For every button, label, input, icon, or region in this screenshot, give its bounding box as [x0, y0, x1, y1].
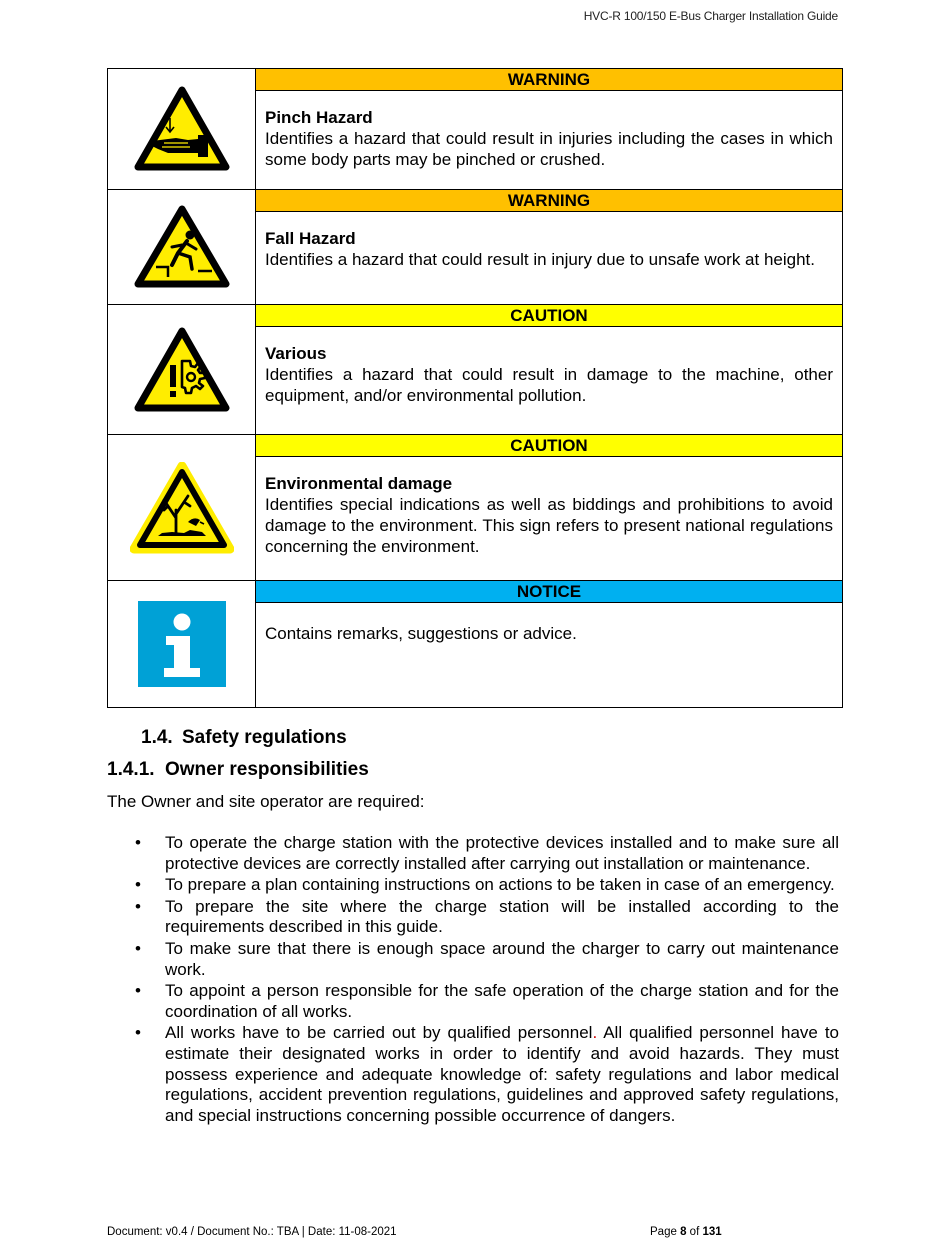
subsection-number: 1.4.1. [107, 759, 155, 780]
subsection-title: Owner responsibilities [165, 759, 369, 780]
hazard-icon-cell [108, 581, 256, 708]
signal-word-caution: CAUTION [256, 305, 842, 327]
hazard-icon-cell [108, 69, 256, 190]
list-item-text: To appoint a person responsible for the safe operation of the charge station and for the coordination of all works. [165, 981, 839, 1021]
hazard-title: Various [265, 344, 327, 363]
hazard-description: Identifies a hazard that could result in damage to the machine, other equipment, and/or environmental pollution. [265, 365, 833, 405]
list-item-text: To operate the charge station with the protective devices installed and to make sure all protective devices are correctly installed after carrying out installation or maintenance. [165, 833, 839, 873]
bullet-dot: • [135, 833, 141, 852]
section-number: 1.4. [141, 727, 173, 748]
list-item-text: To prepare the site where the charge station will be installed according to the requirements described in this guide. [165, 896, 839, 937]
fall-hazard-icon [134, 205, 230, 289]
list-item-text: To prepare a plan containing instructions on actions to be taken in case of an emergency. [165, 875, 835, 895]
hazard-description: Identifies a hazard that could result in injury due to unsafe work at height. [265, 250, 815, 269]
list-item [107, 875, 839, 896]
bullet-dot: • [135, 875, 141, 895]
hazard-title: Pinch Hazard [265, 108, 373, 127]
bullet-dot: • [135, 981, 141, 1001]
hazard-text-cell [256, 69, 843, 190]
signal-word-warning: WARNING [256, 190, 842, 212]
footer-document-info: Document: v0.4 / Document No.: TBA | Date: 11-08-2021 [107, 1226, 397, 1238]
hazard-text-cell [256, 305, 843, 435]
hazard-text-cell [256, 435, 843, 581]
hazard-row [108, 190, 843, 305]
list-item [107, 939, 839, 980]
bullet-dot: • [135, 896, 141, 916]
hazard-row [108, 435, 843, 581]
list-item-text: All works have to be carried out by qualified personnel. All qualified personnel have to estimate their designated works in order to identify and avoid hazards. They must possess experience and adequate knowledge of: safety regulations and labor medical regulations, accident prevention regulations, guidelines and approved safety regulations, and special instructions concerning possible occurrence of dangers. [165, 1023, 839, 1125]
hazard-signs-table [107, 68, 843, 708]
section-title: Safety regulations [182, 727, 347, 748]
hazard-description: Identifies a hazard that could result in injuries including the cases in which some body parts may be pinched or crushed. [265, 129, 833, 169]
hazard-text-cell [256, 581, 843, 708]
signal-word-warning: WARNING [256, 69, 842, 91]
hazard-icon-cell [108, 305, 256, 435]
hazard-text-cell [256, 190, 843, 305]
subsection-heading [107, 759, 369, 781]
bullet-dot: • [135, 1023, 141, 1043]
hazard-title: Fall Hazard [265, 229, 356, 248]
list-item-text: To make sure that there is enough space around the charger to carry out maintenance work. [165, 938, 839, 979]
environmental-hazard-icon [130, 462, 234, 554]
hazard-row [108, 581, 843, 708]
signal-word-caution: CAUTION [256, 435, 842, 457]
list-item [107, 833, 839, 874]
machine-damage-icon [134, 327, 230, 413]
hazard-description: Identifies special indications as well as biddings and prohibitions to avoid damage to the environment. This sign refers to present national regulations concerning the environment. [265, 495, 833, 556]
signal-word-notice: NOTICE [256, 581, 842, 603]
intro-paragraph: The Owner and site operator are required: [107, 792, 425, 811]
footer-page-number: Page 8 of 131 [650, 1226, 722, 1238]
hazard-description: Contains remarks, suggestions or advice. [265, 624, 577, 643]
list-item [107, 897, 839, 938]
section-heading [141, 727, 347, 749]
pinch-hazard-icon [134, 86, 230, 172]
list-item [107, 981, 839, 1022]
list-item [107, 1023, 839, 1126]
running-header: HVC-R 100/150 E-Bus Charger Installation Guide [583, 9, 838, 23]
hazard-icon-cell [108, 190, 256, 305]
owner-responsibilities-list [107, 833, 839, 1127]
hazard-row [108, 305, 843, 435]
info-icon [138, 601, 226, 687]
hazard-title: Environmental damage [265, 474, 453, 493]
hazard-row [108, 69, 843, 190]
hazard-icon-cell [108, 435, 256, 581]
bullet-dot: • [135, 938, 141, 958]
